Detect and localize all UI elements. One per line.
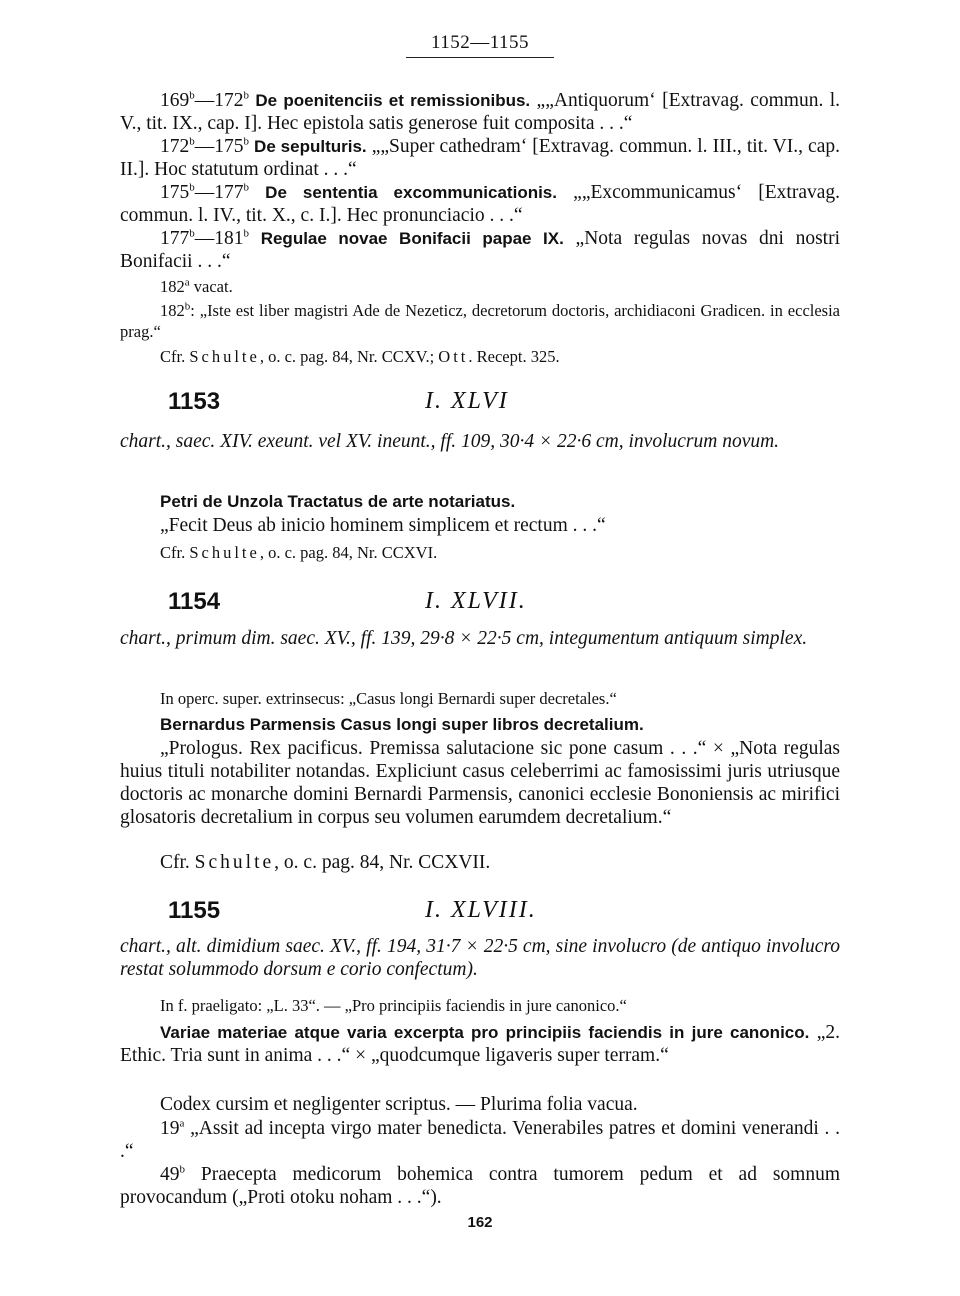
entry-title: De sententia excommunicationis. <box>265 183 557 202</box>
codex-reference: Cfr. Schulte, o. c. pag. 84, Nr. CCXVI. <box>160 543 438 562</box>
codex-title: Bernardus Parmensis Casus longi super libros decretalium. <box>160 715 644 734</box>
codex-title: Petri de Unzola Tractatus de arte notariatus. <box>160 492 516 511</box>
codex-number: 1155 <box>168 897 221 924</box>
codex-flyleaf-note: In f. praeligato: „L. 33“. — „Pro principiis faciendis in jure canonico.“ <box>160 996 627 1015</box>
codex-number: 1154 <box>168 588 221 615</box>
codex-title: Variae materiae atque varia excerpta pro principiis faciendis in jure canonico. „2. Ethic. Tria sunt in anima . . .“ × „quodcumque ligaveris super terram.“ <box>120 1022 840 1066</box>
codex-note: Codex cursim et negligenter scriptus. — Plurima folia vacua. <box>160 1094 638 1115</box>
entry-1152-owner-note: 182$^b$: „Iste est liber magistri Ade de Nezeticz, decretorum doctoris, archidiaconi Gradicen. in ecclesia prag.“ <box>120 300 840 341</box>
entry-1152-sepulturis: 172$^b$—175$^b$ De sepulturis. „„Super cathedram‘ [Extravag. commun. l. III., tit. VI., cap. II.]. Hoc statutum ordinat . . .“ <box>120 135 840 180</box>
entry-title: De poenitenciis et remissionibus. <box>255 91 531 110</box>
folio-ref: 175 <box>160 182 190 203</box>
running-head: 1152—1155 <box>430 32 530 53</box>
entry-1152-reference: Cfr. Schulte, o. c. pag. 84, Nr. CCXV.; Ott. Recept. 325. <box>160 347 560 366</box>
header-rule <box>406 57 554 58</box>
codex-signature: I. XLVIII. <box>425 897 537 923</box>
entry-1155-49b: 49$^b$ Praecepta medicorum bohemica contra tumorem pedum et ad somnum provocandum („Proti otoku noham . . .“). <box>120 1163 840 1208</box>
folio-ref: 177 <box>160 228 190 249</box>
entry-1152-regulae: 177$^b$—181$^b$ Regulae novae Bonifacii papae IX. „Nota regulas novas dni nostri Bonifacii . . .“ <box>120 227 841 272</box>
codex-number: 1153 <box>168 388 221 415</box>
entry-1155-19a: 19$^a$ „Assit ad incepta virgo mater benedicta. Venerabiles patres et domini venerandi . . .“ <box>120 1117 840 1162</box>
codex-cover-note: In operc. super. extrinsecus: „Casus longi Bernardi super decretales.“ <box>160 689 617 708</box>
codex-description: chart., primum dim. saec. XV., ff. 139, 29·8 × 22·5 cm, integumentum antiquum simplex. <box>120 628 808 649</box>
folio-ref: 172 <box>160 136 190 157</box>
entry-text: „Nota regulas novas dni nostri Bonifacii . . .“ <box>120 228 841 272</box>
codex-contents: „Prologus. Rex pacificus. Premissa salutacione sic pone casum . . .“ × „Nota regulas huius tituli notabiliter notandas. Expliciunt casus celeberrimi ac famosissimi juris utriusque doctoris ac monarche domini Bernardi Parmensis, canonici ecclesie Bononiensis ac mirifici glosatoris decretalium in corpus seu volumen earumdem decretalium.“ <box>120 738 840 828</box>
entry-1152-poenitenciis: 169$^b$—172$^b$ De poenitenciis et remissionibus. „„Antiquorum‘ [Extravag. commun. l. V., tit. IX., cap. I]. Hec epistola satis generose fuit composita . . .“ <box>120 89 841 134</box>
folio-ref: 169 <box>160 90 190 111</box>
codex-reference: Cfr. Schulte, o. c. pag. 84, Nr. CCXVII. <box>160 852 491 873</box>
entry-title: Regulae novae Bonifacii papae IX. <box>260 229 564 248</box>
codex-signature: I. XLVI <box>425 388 509 414</box>
entry-1152-excommunicationis: 175$^b$—177$^b$ De sententia excommunicationis. „„Excommunicamus‘ [Extravag. commun. l. IV., tit. X., c. I.]. Hec pronunciacio . . .“ <box>120 181 841 226</box>
entry-text: „„Super cathedram‘ [Extravag. commun. l. III., tit. VI., cap. II.]. Hoc statutum ordinat . . .“ <box>120 136 840 180</box>
codex-description: chart., alt. dimidium saec. XV., ff. 194, 31·7 × 22·5 cm, sine involucro (de antiquo involucro restat solummodo dorsum e corio confectum). <box>120 936 840 980</box>
entry-text: „„Excommunicamus‘ [Extravag. commun. l. IV., tit. X., c. I.]. Hec pronunciacio . . .“ <box>120 182 841 226</box>
entry-text: „„Antiquorum‘ [Extravag. commun. l. V., tit. IX., cap. I]. Hec epistola satis generose fuit composita . . .“ <box>120 90 841 134</box>
entry-title: De sepulturis. <box>254 137 367 156</box>
codex-incipit: „Fecit Deus ab inicio hominem simplicem et rectum . . .“ <box>160 515 606 536</box>
codex-signature: I. XLVII. <box>425 588 527 614</box>
entry-1152-vacat: 182$^a$ vacat. <box>160 276 233 296</box>
codex-description: chart., saec. XIV. exeunt. vel XV. ineunt., ff. 109, 30·4 × 22·6 cm, involucrum novum. <box>120 431 780 452</box>
page-number: 162 <box>467 1214 493 1231</box>
